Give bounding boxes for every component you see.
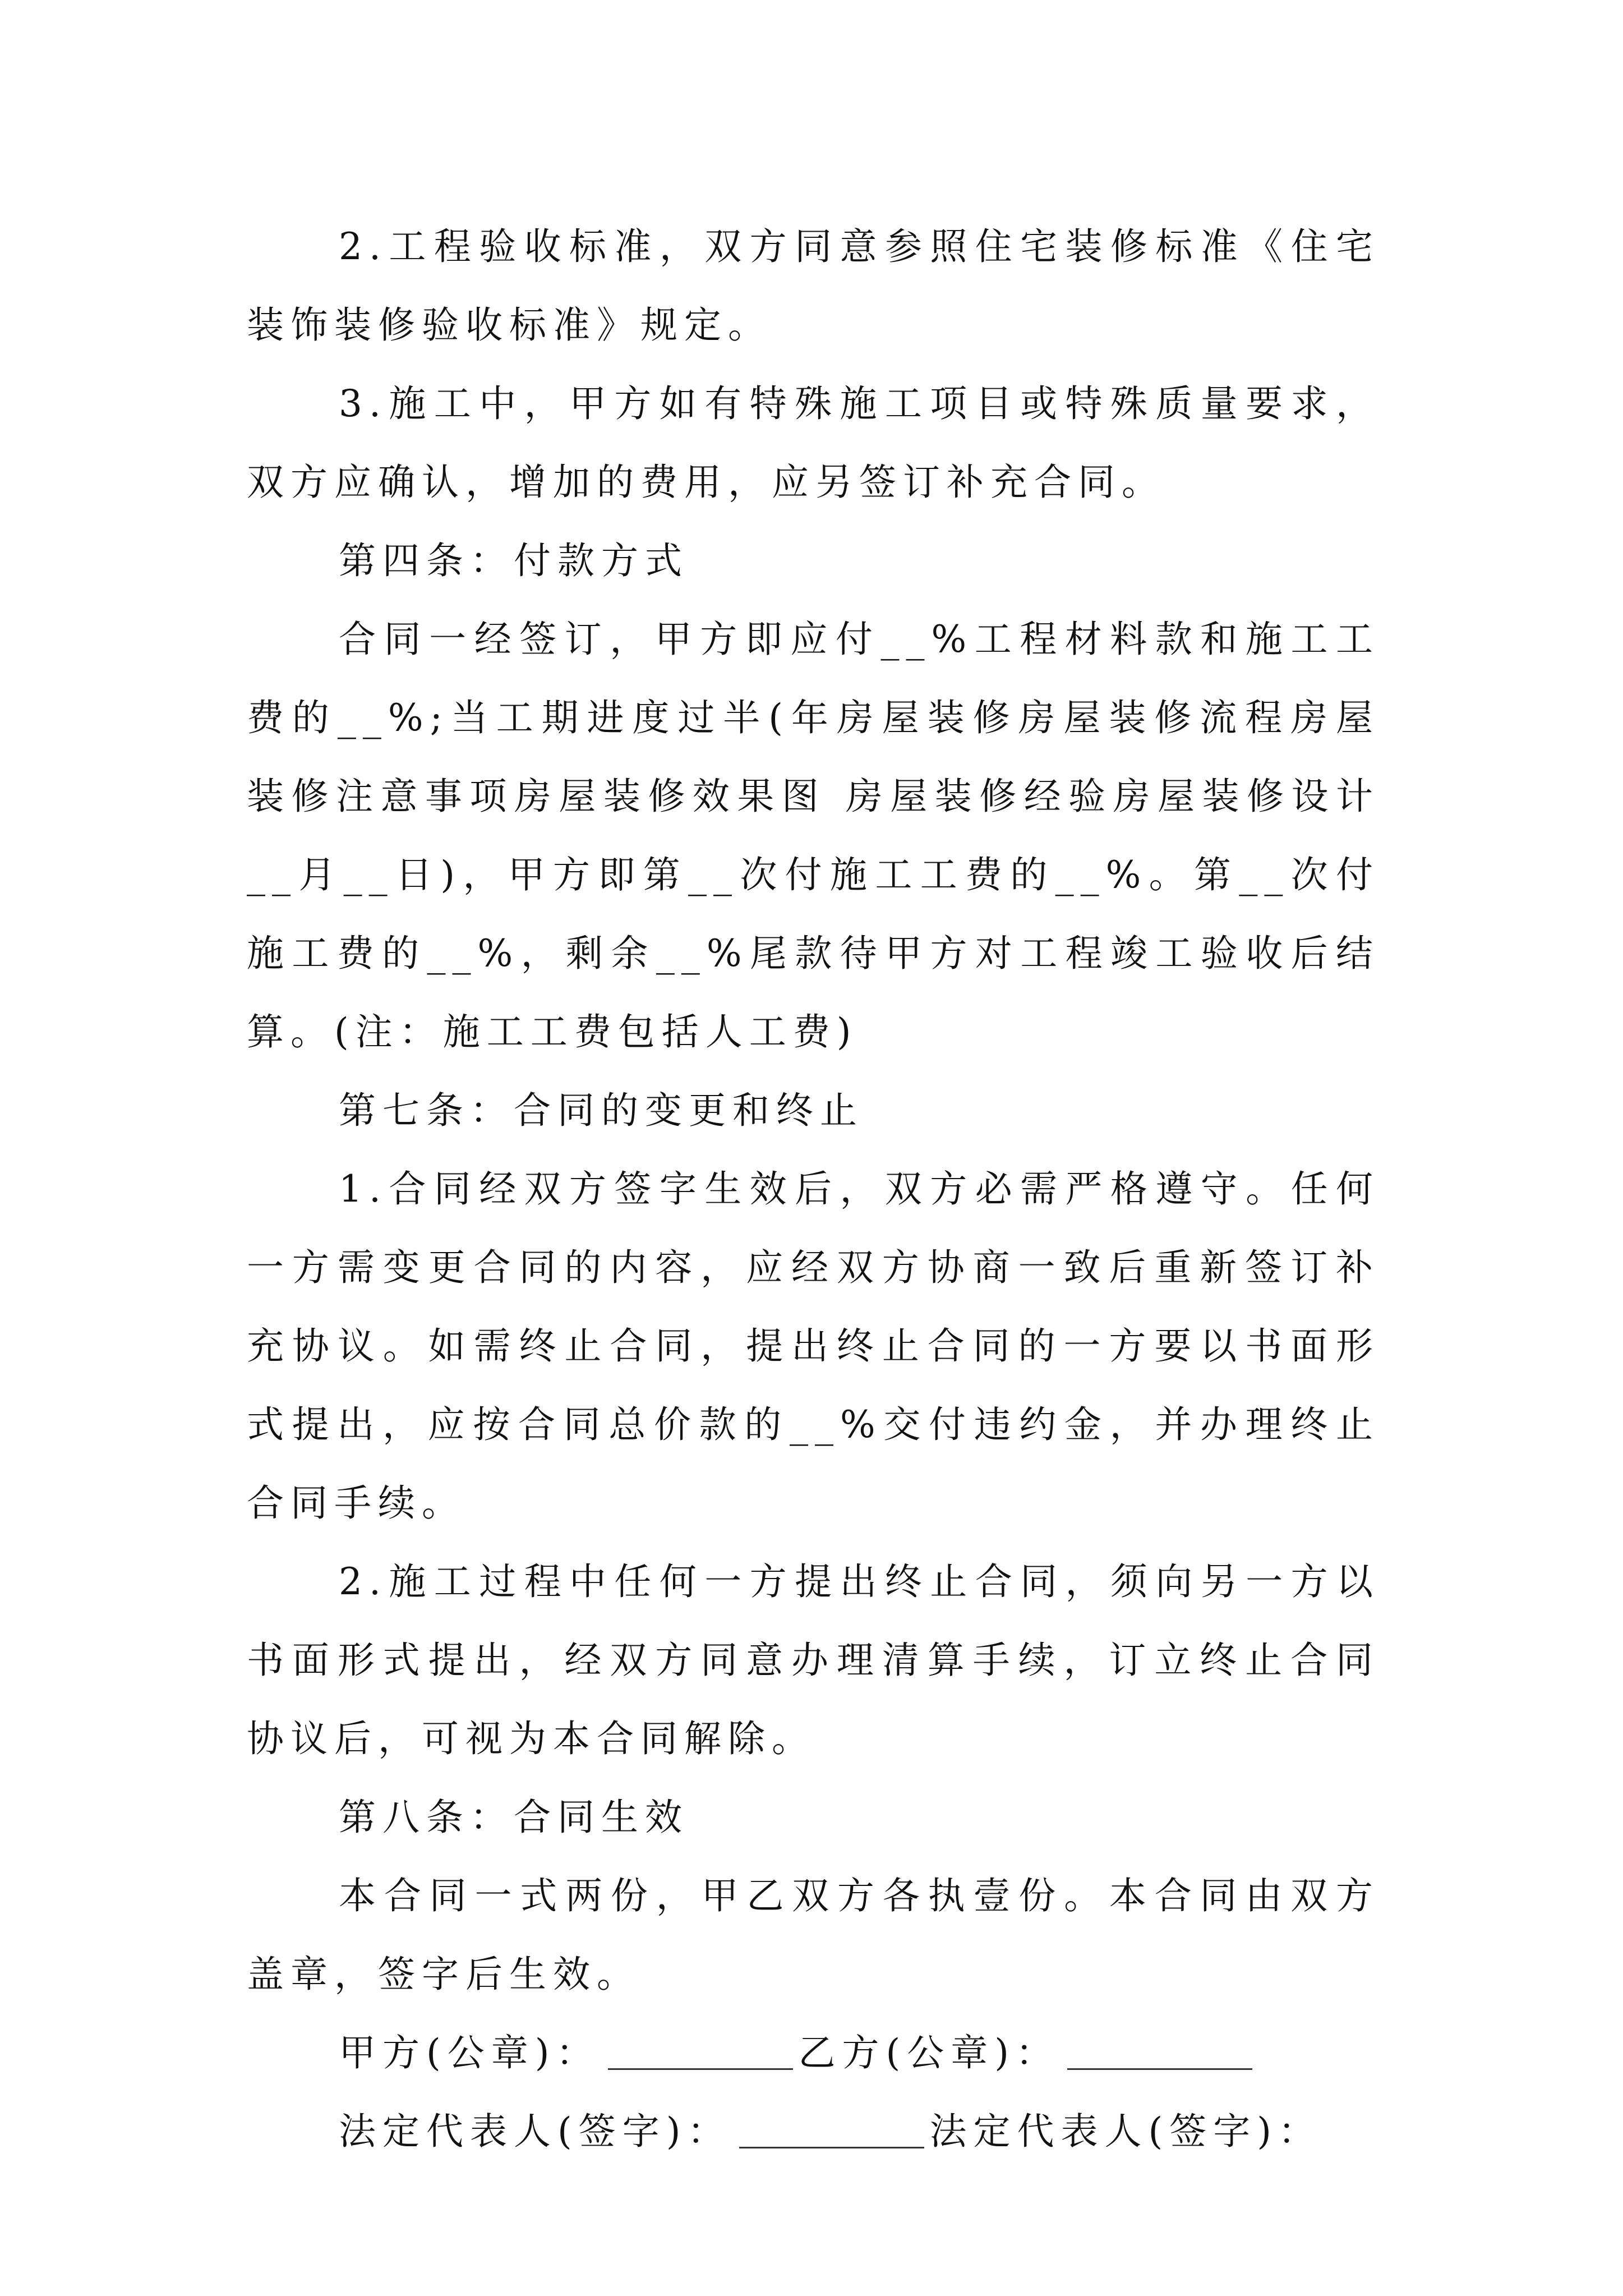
legal-rep-a-label: 法定代表人(签字)： [339, 2110, 731, 2153]
party-a-seal-label: 甲方(公章)： [339, 2031, 600, 2074]
document-body [247, 208, 1380, 2171]
party-b-seal-label: 乙方(公章)： [798, 2031, 1059, 2074]
acceptance-standard-clause: 2.工程验收标准，双方同意参照住宅装修标准《住宅装饰装修验收标准》规定。 [247, 225, 1380, 347]
contract-termination-clause: 2.施工过程中任何一方提出终止合同，须向另一方以书面形式提出，经双方同意办理清算手续，订立终止合同协议后，可视为本合同解除。 [247, 1560, 1380, 1760]
legal-rep-a-blank [739, 2143, 924, 2148]
legal-rep-b-label: 法定代表人(签字)： [929, 2110, 1322, 2153]
article-4-heading: 第四条：付款方式 [339, 539, 689, 582]
seal-signature-row [247, 2014, 1380, 2092]
article-8-heading: 第八条：合同生效 [339, 1796, 689, 1839]
party-b-seal-blank [1067, 2065, 1252, 2070]
legal-rep-signature-row [247, 2092, 1380, 2171]
payment-terms-paragraph: 合同一经签订，甲方即应付__%工程材料款和施工工费的__%;当工期进度过半(年房屋装修房屋装修流程房屋装修注意事项房屋装修效果图 房屋装修经验房屋装修设计__月__日)，甲方即第__次付施工工费的__%。第__次付施工费的__%，剩余__%尾款待甲方对工程竣工验收后结算。(注：施工工费包括人工费) [247, 618, 1380, 1053]
contract-effective-paragraph: 本合同一式两份，甲乙双方各执壹份。本合同由双方盖章，签字后生效。 [247, 1874, 1380, 1996]
special-requirements-clause: 3.施工中，甲方如有特殊施工项目或特殊质量要求，双方应确认，增加的费用，应另签订补充合同。 [247, 382, 1380, 504]
article-7-heading: 第七条：合同的变更和终止 [339, 1089, 864, 1132]
party-a-seal-blank [608, 2065, 793, 2070]
contract-change-clause: 1.合同经双方签字生效后，双方必需严格遵守。任何一方需变更合同的内容，应经双方协商一致后重新签订补充协议。如需终止合同，提出终止合同的一方要以书面形式提出，应按合同总价款的__%交付违约金，并办理终止合同手续。 [247, 1167, 1380, 1525]
